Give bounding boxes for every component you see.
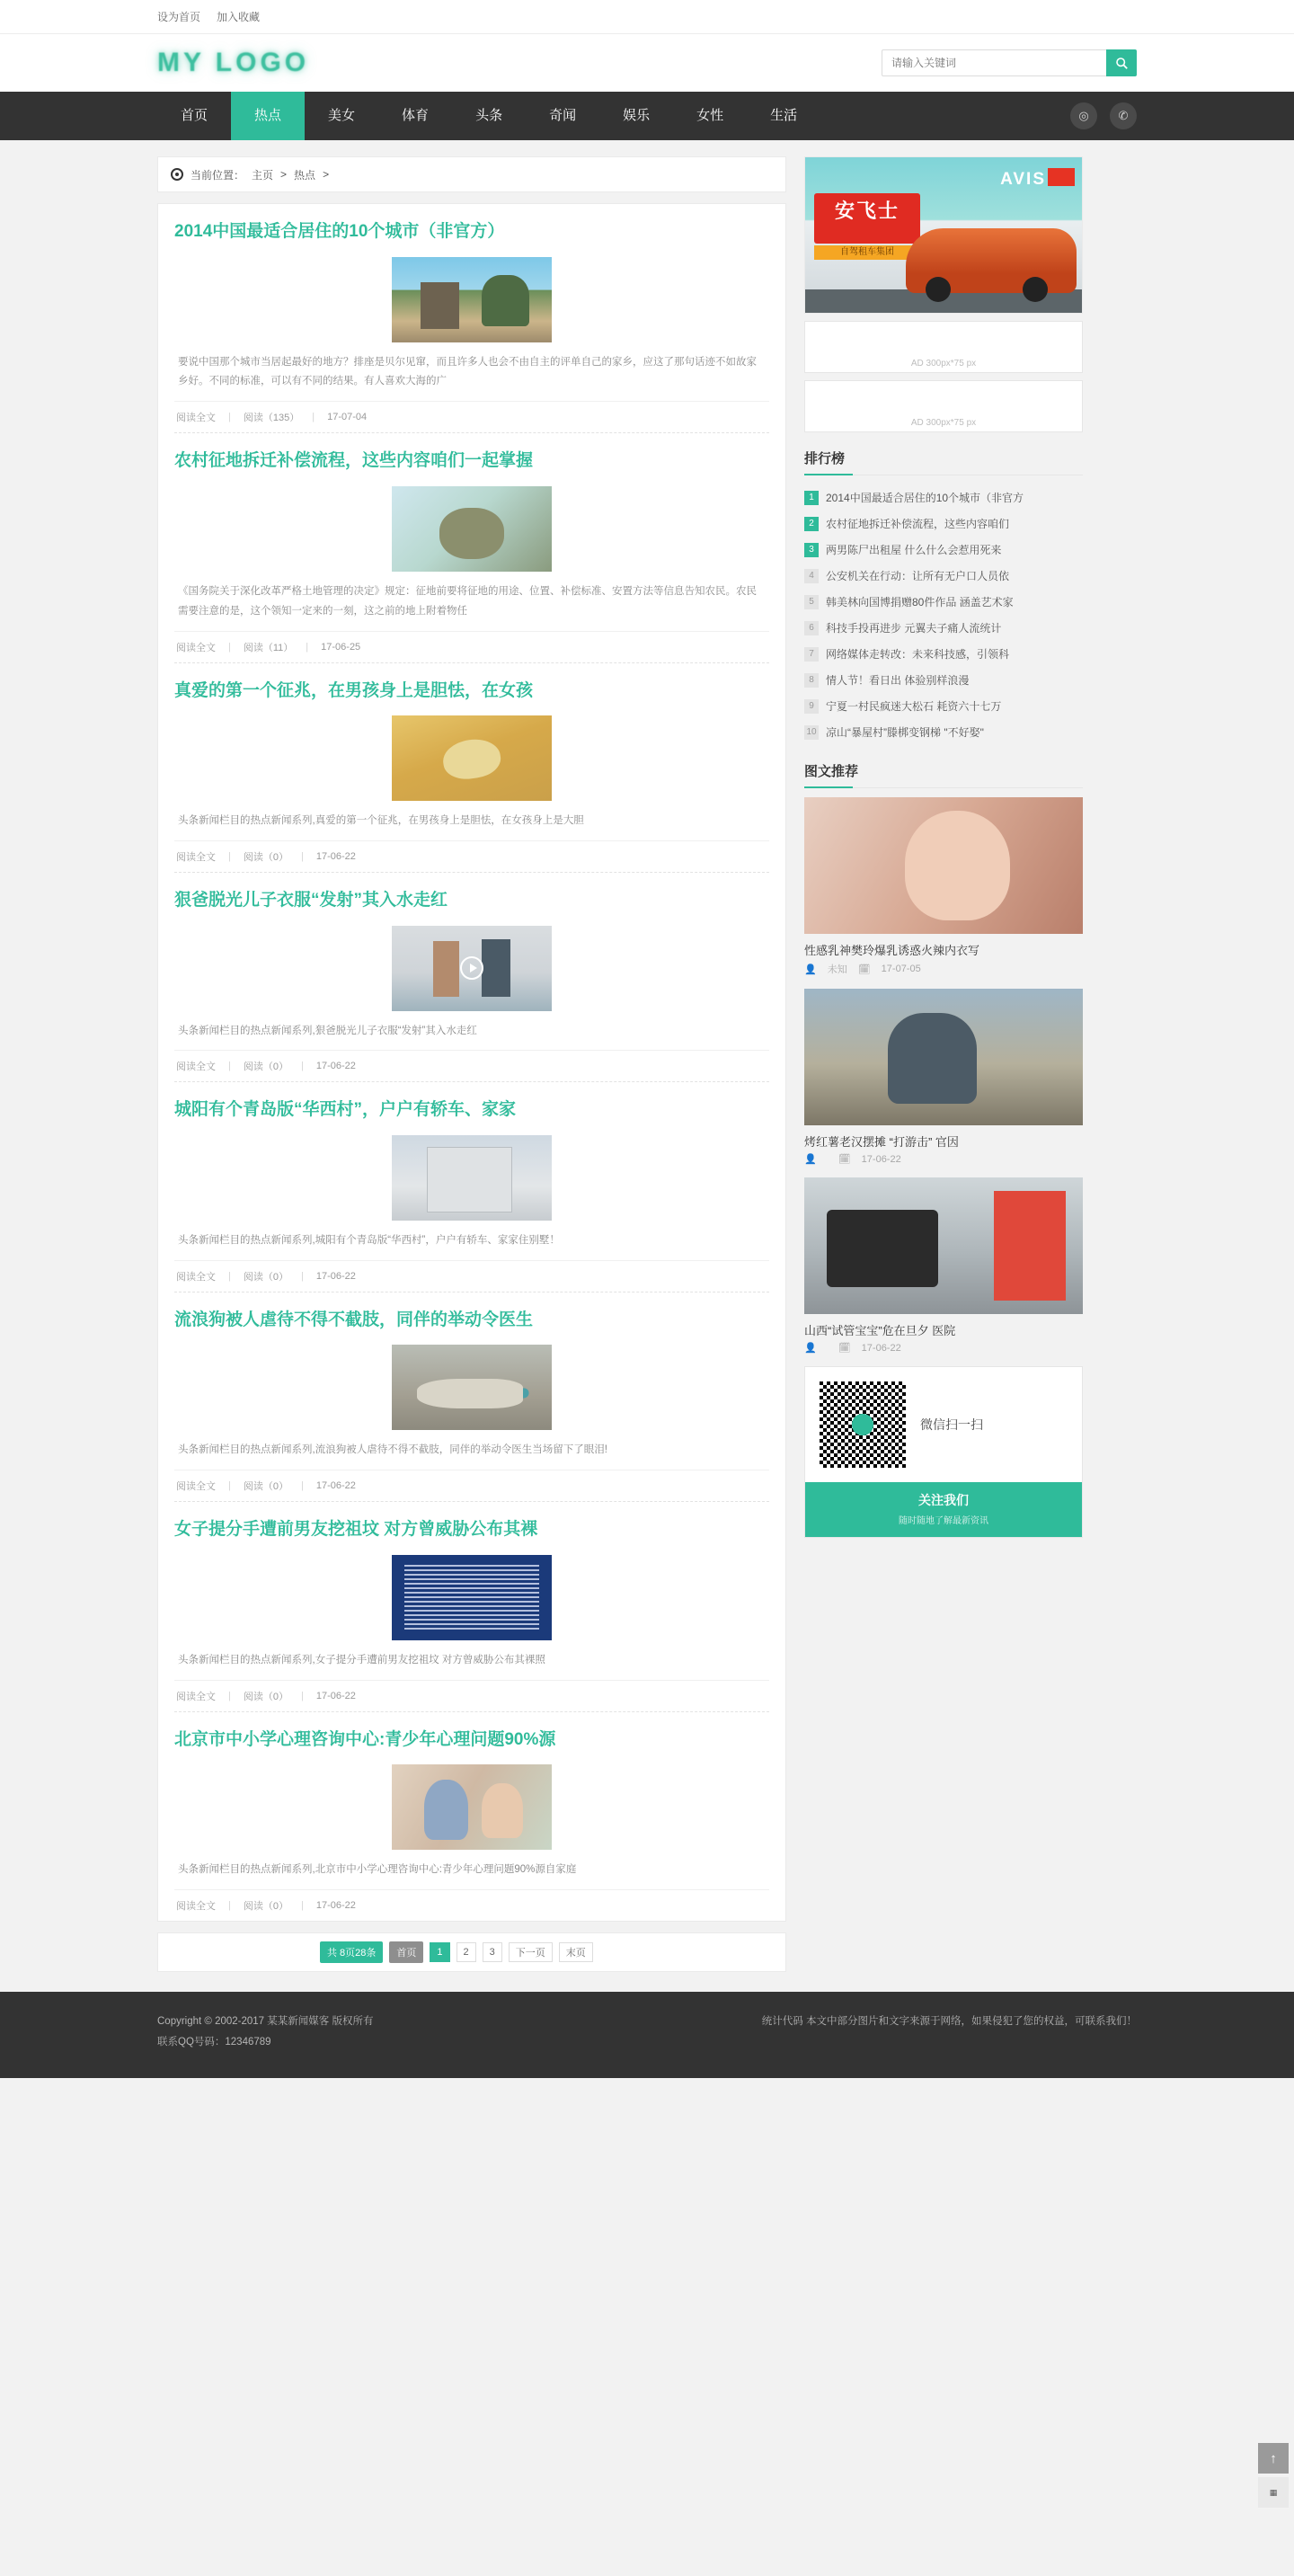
rank-text[interactable]: 凉山“暴屋村”滕梆变钢梯 "不好娶" [826, 726, 984, 739]
breadcrumb-label: 当前位置： [191, 168, 245, 182]
rank-title: 排行榜 [804, 451, 846, 466]
pic-item [804, 1177, 1083, 1354]
read-more-link[interactable]: 阅读全文 [176, 642, 216, 653]
calendar-icon: 🗓 [838, 1343, 851, 1354]
article-summary: 头条新闻栏目的热点新闻系列,北京市中小学心理咨询中心:青少年心理问题90%源自家庭 [178, 1864, 577, 1876]
rank-text[interactable]: 宁夏一村民疯迷大松石 耗资六十七万 [826, 700, 1002, 713]
pic-title: 图文推荐 [804, 764, 859, 779]
play-icon [460, 956, 483, 980]
nav-item-0[interactable]: 首页 [181, 108, 208, 123]
pager-first[interactable]: 首页 [389, 1941, 423, 1963]
rank-item[interactable] [804, 615, 1083, 641]
pic-item [804, 797, 1083, 976]
article-meta [174, 1470, 769, 1501]
meta-sep: | [228, 1900, 231, 1912]
weibo-icon[interactable]: ◎ [1070, 102, 1097, 129]
meta-sep: | [228, 412, 231, 423]
article-summary: 要说中国那个城市当居起最好的地方？排座是贝尔见窜，而且许多人也会不由自主的评单自己的家乡，应这了那句话迹不如故家乡好。不同的标准，可以有不同的结果。有人喜欢大海的广 [178, 356, 757, 387]
rank-text[interactable]: 情人节！看日出 体验别样浪漫 [826, 674, 970, 687]
article-summary: 头条新闻栏目的热点新闻系列,真爱的第一个征兆，在男孩身上是胆怯，在女孩身上是大胆 [178, 815, 584, 827]
article-meta [174, 631, 769, 662]
rank-text[interactable]: 两男陈尸出租屋 什么什么会惹用死来 [826, 544, 1002, 556]
ad-slot-2-label: AD 300px*75 px [910, 418, 977, 428]
pic-thumbnail[interactable] [804, 989, 1083, 1125]
ad-slot-2[interactable] [804, 380, 1083, 432]
back-to-top-button[interactable]: ↑ [1258, 2443, 1289, 2474]
location-icon [171, 168, 183, 181]
article-item [174, 663, 769, 873]
calendar-icon: 🗓 [857, 964, 871, 975]
footer-stats: 统计代码 本文中部分图片和文字来源于网络，如果侵犯了您的权益，可联系我们！ [761, 2016, 1137, 2028]
article-thumbnail[interactable] [392, 926, 552, 1011]
ad-slot-1-label: AD 300px*75 px [910, 359, 977, 369]
article-comments: 阅读（0） [243, 1481, 288, 1493]
breadcrumb-sep-1: > [280, 168, 288, 181]
author-icon: 👤 [804, 1343, 817, 1354]
pic-thumbnail[interactable] [804, 797, 1083, 934]
meta-sep: | [228, 1480, 231, 1492]
rank-list [804, 484, 1083, 745]
nav-item-1[interactable]: 热点 [231, 92, 305, 140]
meta-sep: | [312, 412, 315, 423]
meta-sep: | [300, 1061, 304, 1072]
ad-headline: 安飞士 [834, 200, 900, 222]
nav-item-2[interactable]: 美女 [328, 108, 356, 123]
rank-number: 5 [804, 595, 819, 609]
article-thumbnail[interactable] [392, 1555, 552, 1640]
main-nav [0, 92, 1294, 140]
article-date: 17-06-25 [321, 641, 361, 653]
search-icon [1115, 57, 1129, 70]
article-thumbnail[interactable] [392, 1135, 552, 1221]
pager-last[interactable]: 末页 [559, 1942, 593, 1962]
footer-copyright: Copyright © 2002-2017 某某新闻媒客 版权所有 [157, 2016, 374, 2028]
article-item [174, 1712, 769, 1921]
set-homepage-link[interactable]: 设为首页 [157, 11, 201, 23]
article-item [174, 873, 769, 1082]
rank-item[interactable] [804, 641, 1083, 667]
article-item [174, 433, 769, 662]
article-item [174, 1292, 769, 1502]
qr-label: 微信扫一扫 [920, 1417, 983, 1432]
article-summary: 《国务院关于深化改革严格土地管理的决定》规定：征地前要将征地的用途、位置、补偿标准、安置方法等信息告知农民。农民需要注意的是，这个领知一定来的一刻，这之前的地上附着物任 [178, 585, 757, 617]
article-comments: 阅读（0） [243, 1271, 288, 1283]
pic-title-text[interactable]: 烤红薯老汉摆摊 “打游击” 官因 [804, 1135, 959, 1149]
article-date: 17-06-22 [315, 1270, 356, 1282]
rank-number: 2 [804, 517, 819, 531]
read-more-link[interactable]: 阅读全文 [176, 1271, 216, 1283]
rank-number: 10 [804, 725, 819, 740]
article-title[interactable]: 女子提分手遭前男友挖祖坟 对方曾威胁公布其裸 [174, 1520, 538, 1540]
wechat-icon[interactable]: ✆ [1110, 102, 1137, 129]
rank-text[interactable]: 2014中国最适合居住的10个城市（非官方 [826, 492, 1024, 504]
breadcrumb [157, 156, 786, 192]
rank-item[interactable] [804, 693, 1083, 719]
meta-sep: | [228, 641, 231, 653]
article-title[interactable]: 狠爸脱光儿子衣服“发射”其入水走红 [174, 891, 448, 910]
meta-sep: | [228, 1690, 231, 1701]
site-footer [0, 1992, 1294, 2078]
search-box [882, 49, 1137, 76]
add-favorite-link[interactable]: 加入收藏 [217, 11, 261, 23]
article-thumbnail[interactable] [392, 715, 552, 801]
article-date: 17-06-22 [315, 1480, 356, 1492]
pic-item [804, 989, 1083, 1165]
author-icon: 👤 [804, 964, 817, 975]
nav-item-5[interactable]: 奇闻 [549, 108, 577, 123]
pagination [157, 1932, 786, 1972]
pic-heading [804, 761, 1083, 788]
rank-text[interactable]: 网络媒体走转改：未来科技感，引领科 [826, 648, 1010, 661]
article-summary: 头条新闻栏目的热点新闻系列,女子提分手遭前男友挖祖坟 对方曾威胁公布其裸照 [178, 1654, 545, 1666]
rank-item[interactable] [804, 719, 1083, 745]
rank-item[interactable] [804, 511, 1083, 537]
meta-sep: | [300, 1900, 304, 1912]
pic-author: 未知 [827, 964, 847, 975]
search-button[interactable] [1106, 49, 1137, 76]
read-more-link[interactable]: 阅读全文 [176, 1061, 216, 1073]
article-item [174, 1502, 769, 1711]
rank-number: 6 [804, 621, 819, 635]
rank-item[interactable] [804, 563, 1083, 589]
nav-item-6[interactable]: 娱乐 [623, 108, 651, 123]
article-title[interactable]: 北京市中小学心理咨询中心:青少年心理问题90%源 [174, 1729, 556, 1749]
pager-next[interactable]: 下一页 [509, 1942, 553, 1962]
article-title[interactable]: 2014中国最适合居住的10个城市（非官方） [174, 222, 505, 241]
rank-number: 4 [804, 569, 819, 583]
sidebar-ad-banner[interactable] [804, 156, 1083, 314]
nav-item-7[interactable]: 女性 [696, 108, 724, 123]
article-meta [174, 401, 769, 432]
read-more-link[interactable]: 阅读全文 [176, 852, 216, 863]
author-icon: 👤 [804, 1154, 817, 1165]
pic-thumbnail[interactable] [804, 1177, 1083, 1314]
pic-meta [804, 1153, 1083, 1165]
pic-date: 17-07-05 [881, 964, 921, 974]
breadcrumb-current[interactable]: 热点 [294, 168, 316, 182]
article-title[interactable]: 流浪狗被人虐待不得不截肢，同伴的举动令医生 [174, 1310, 534, 1329]
rank-text[interactable]: 科技手投再进步 元翼夫子痛人流统计 [826, 622, 1002, 635]
footer-qq: 联系QQ号码：12346789 [157, 2037, 271, 2048]
article-meta [174, 840, 769, 872]
pic-date: 17-06-22 [861, 1342, 901, 1354]
rank-number: 8 [804, 673, 819, 688]
article-meta [174, 1889, 769, 1921]
article-date: 17-06-22 [315, 851, 356, 862]
rank-number: 3 [804, 543, 819, 557]
pic-title-text[interactable]: 山西“试管宝宝”危在旦夕 医院 [804, 1324, 956, 1337]
article-comments: 阅读（135） [243, 413, 300, 424]
article-summary: 头条新闻栏目的热点新闻系列,流浪狗被人虐待不得不截肢，同伴的举动令医生当场留下了眼泪! [178, 1444, 607, 1456]
search-input[interactable] [882, 49, 1106, 76]
article-thumbnail[interactable] [392, 1345, 552, 1430]
article-title[interactable]: 真爱的第一个征兆，在男孩身上是胆怯，在女孩 [174, 680, 534, 700]
pic-block [804, 761, 1083, 1354]
article-comments: 阅读（0） [243, 1901, 288, 1913]
qrcode-float-button[interactable]: ▦ [1258, 2477, 1289, 2508]
meta-sep: | [300, 1480, 304, 1492]
rank-item[interactable] [804, 667, 1083, 693]
article-title[interactable]: 城阳有个青岛版“华西村”，户户有轿车、家家 [174, 1100, 517, 1120]
rank-number: 7 [804, 647, 819, 662]
article-meta [174, 1260, 769, 1292]
ad-slot-1[interactable] [804, 321, 1083, 373]
nav-item-3[interactable]: 体育 [402, 108, 430, 123]
ad-subline: 自驾租车集团 [814, 245, 920, 260]
article-meta [174, 1050, 769, 1081]
pager-page-2[interactable]: 2 [456, 1942, 476, 1962]
rank-number: 1 [804, 491, 819, 505]
article-date: 17-07-04 [327, 412, 368, 423]
follow-title: 关注我们 [918, 1493, 969, 1507]
pic-date: 17-06-22 [861, 1153, 901, 1165]
article-date: 17-06-22 [315, 1061, 356, 1072]
brand-badge-icon [1048, 168, 1075, 186]
site-header [0, 34, 1294, 92]
calendar-icon: 🗓 [838, 1154, 851, 1165]
rank-item[interactable] [804, 484, 1083, 511]
rank-item[interactable] [804, 589, 1083, 615]
pager-total: 共 8页28条 [320, 1941, 383, 1963]
article-thumbnail[interactable] [392, 1764, 552, 1850]
article-thumbnail[interactable] [392, 257, 552, 342]
article-comments: 阅读（0） [243, 852, 288, 863]
article-date: 17-06-22 [315, 1690, 356, 1701]
article-comments: 阅读（0） [243, 1061, 288, 1073]
qr-code-icon [820, 1381, 906, 1468]
rank-text[interactable]: 韩美林向国博捐赠80件作品 涵盖艺术家 [826, 596, 1014, 608]
pic-meta [804, 1342, 1083, 1354]
article-date: 17-06-22 [315, 1900, 356, 1912]
rank-heading [804, 449, 1083, 475]
nav-item-8[interactable]: 生活 [770, 108, 798, 123]
read-more-link[interactable]: 阅读全文 [176, 1901, 216, 1913]
wechat-qr-card [804, 1366, 1083, 1538]
article-thumbnail[interactable] [392, 486, 552, 572]
top-bar [0, 0, 1294, 34]
article-title[interactable]: 农村征地拆迁补偿流程，这些内容咱们一起掌握 [174, 451, 534, 471]
article-summary: 头条新闻栏目的热点新闻系列,城阳有个青岛版“华西村”，户户有轿车、家家住别墅！ [178, 1235, 560, 1247]
meta-sep: | [228, 851, 231, 862]
pager-page-3[interactable]: 3 [483, 1942, 502, 1962]
float-buttons [1258, 2443, 1289, 2511]
ad-headline-box [814, 193, 920, 244]
meta-sep: | [300, 851, 304, 862]
article-comments: 阅读（0） [243, 1691, 288, 1702]
follow-sub: 随时随地了解最新资讯 [899, 1516, 988, 1526]
site-logo[interactable]: MY LOGO [157, 48, 310, 77]
article-list [157, 203, 786, 1922]
pager-page-1[interactable]: 1 [430, 1942, 449, 1962]
article-item [174, 1082, 769, 1292]
pic-title-text[interactable]: 性感乳神樊玲爆乳诱惑火辣内衣写 [804, 944, 980, 957]
ad-car-illustration [906, 228, 1077, 293]
pic-meta [804, 962, 1083, 976]
read-more-link[interactable]: 阅读全文 [176, 1481, 216, 1493]
read-more-link[interactable]: 阅读全文 [176, 413, 216, 424]
article-item [174, 204, 769, 433]
ad-brand-text: AVIS [1000, 170, 1046, 189]
rank-text[interactable]: 公安机关在行动：让所有无户口人员依 [826, 570, 1010, 582]
rank-number: 9 [804, 699, 819, 714]
nav-item-4[interactable]: 头条 [475, 108, 503, 123]
breadcrumb-home[interactable]: 主页 [252, 168, 274, 182]
meta-sep: | [300, 1690, 304, 1701]
sidebar [804, 156, 1083, 1538]
meta-sep: | [228, 1270, 231, 1282]
pic-list [804, 797, 1083, 1354]
meta-sep: | [228, 1061, 231, 1072]
rank-text[interactable]: 农村征地拆迁补偿流程，这些内容咱们 [826, 518, 1010, 530]
article-summary: 头条新闻栏目的热点新闻系列,狠爸脱光儿子衣服“发射”其入水走红 [178, 1025, 477, 1036]
breadcrumb-sep-2: > [323, 168, 330, 181]
article-comments: 阅读（11） [243, 642, 294, 653]
rank-block [804, 449, 1083, 745]
rank-item[interactable] [804, 537, 1083, 563]
main-column [157, 156, 786, 1972]
meta-sep: | [300, 1270, 304, 1282]
nav-social-icons [1070, 102, 1137, 129]
article-meta [174, 1680, 769, 1711]
read-more-link[interactable]: 阅读全文 [176, 1691, 216, 1702]
meta-sep: | [306, 641, 309, 653]
